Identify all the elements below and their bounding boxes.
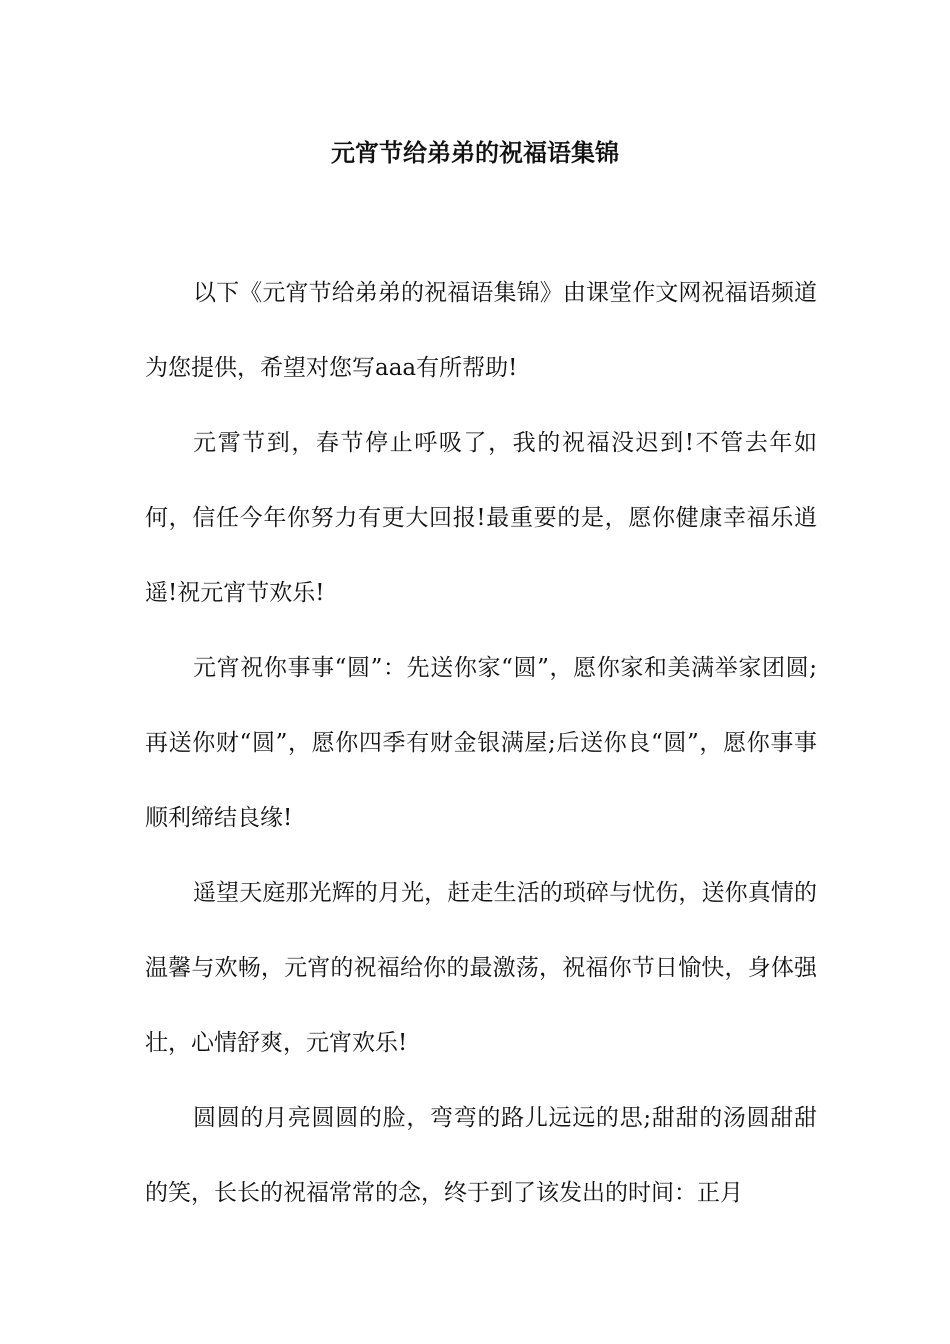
paragraph-intro: 以下《元宵节给弟弟的祝福语集锦》由课堂作文网祝福语频道为您提供，希望对您写aaa有所帮助! xyxy=(145,280,817,381)
paragraph-blessing-3: 遥望天庭那光辉的月光，赶走生活的琐碎与忧伤，送你真情的温馨与欢畅，元宵的祝福给你的最激荡，祝福你节日愉快，身体强壮，心情舒爽，元宵欢乐! xyxy=(145,880,817,1056)
paragraph-blessing-2: 元宵祝你事事“圆”：先送你家“圆”，愿你家和美满举家团圆;再送你财“圆”，愿你四季有财金银满屋;后送你良“圆”，愿你事事顺利缔结良缘! xyxy=(145,655,817,831)
paragraph-blessing-4: 圆圆的月亮圆圆的脸，弯弯的路儿远远的思;甜甜的汤圆甜甜的笑，长长的祝福常常的念，终于到了该发出的时间：正月 xyxy=(145,1105,817,1206)
document-body xyxy=(145,256,817,1231)
document-title: 元宵节给弟弟的祝福语集锦 xyxy=(331,138,619,167)
paragraph-blessing-1: 元霄节到，春节停止呼吸了，我的祝福没迟到!不管去年如何，信任今年你努力有更大回报!最重要的是，愿你健康幸福乐逍遥!祝元宵节欢乐! xyxy=(145,430,817,606)
